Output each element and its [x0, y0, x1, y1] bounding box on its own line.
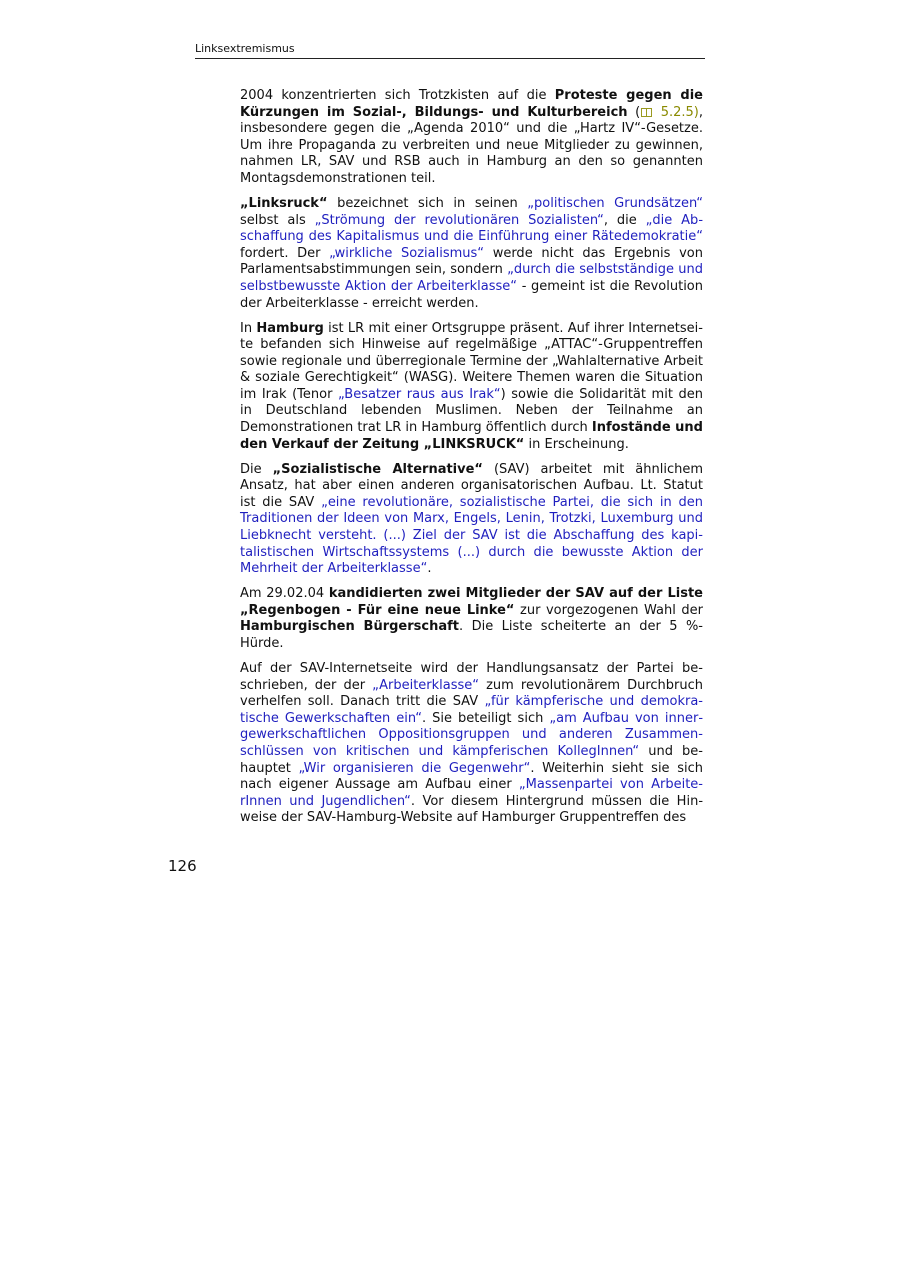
quote: „Wir organisieren die Gegenwehr“: [298, 760, 531, 776]
emphasis-kandidierten: kandidierten zwei Mitglieder der SAV auf der Liste „Regenbogen - Für eine neue Linke“: [240, 586, 703, 618]
quote: „die Abschaffung des Kapitalismus und die Einführung einer Rätedemokratie“: [240, 212, 704, 245]
paragraph-trotzkisten-proteste: 2004 konzentrierten sich Trotzkisten auf die Proteste gegen die Kürzungen im Sozial-, Bildungs- und Kulturbereich ( 5.2.5), insbesondere gegen die „Agenda 2010“ und die „Hartz IV“-Gesetze. Um ihre Propaganda zu verbreiten und neue Mitglieder zu gewinnen, nahmen LR, SAV und RSB auch in Hamburg an den so genannten Montagsdemonstrationen teil.: [240, 88, 703, 186]
running-header: [195, 42, 705, 59]
quote: „Massenpartei von ArbeiterInnen und Jugendlichen“: [240, 777, 703, 809]
emphasis-proteste: Proteste gegen die Kürzungen im Sozial-, Bildungs- und Kulturbereich: [240, 88, 703, 120]
quote: „am Aufbau von innergewerkschaftlichen Oppositionsgruppen und anderen Zusammenschlüssen von kritischen und kämpferischen KollegInnen“: [240, 710, 704, 759]
cross-reference[interactable]: 5.2.5): [640, 105, 699, 120]
page-number: 126: [168, 857, 197, 875]
quote: „wirkliche Sozialismus“: [329, 245, 485, 261]
quote: „für kämpferische und demokratische Gewerkschaften ein“: [240, 694, 703, 726]
paragraph-wahl: Am 29.02.04 kandidierten zwei Mitglieder der SAV auf der Liste „Regenbogen - Für eine neue Linke“ zur vorgezogenen Wahl der Hamburgischen Bürgerschaft. Die Liste scheiterte an der 5 %-Hürde.: [240, 586, 703, 651]
paragraph-linksruck: „Linksruck“ bezeichnet sich in seinen „politischen Grundsätzen“ selbst als „Strömung der revolutionären Sozialisten“, die „die Abschaffung des Kapitalismus und die Einführung einer Rätedemokratie“ fordert. Der „wirkliche Sozialismus“ werde nicht das Ergebnis von Parlamentsabstimmungen sein, sondern „durch die selbstständige und selbstbewusste Aktion der Arbeiterklasse“ - gemeint ist die Revolution der Arbeiterklasse - erreicht werden.: [240, 195, 704, 311]
emphasis-sav: „Sozialistische Alternative“: [272, 461, 483, 477]
quote: „Arbeiterklasse“: [372, 677, 480, 693]
emphasis-hamburg: Hamburg: [256, 320, 324, 336]
quote: „durch die selbstständige und selbstbewusste Aktion der Arbeiterklasse“: [240, 262, 703, 294]
running-title: Linksextremismus: [195, 42, 295, 55]
quote: „Strömung der revolutionären Sozialisten“: [314, 212, 604, 228]
paragraph-sav-internetseite: Auf der SAV-Internetseite wird der Handlungsansatz der Partei beschrieben, der der „Arbeiterklasse“ zum revolutionärem Durchbruch verhelfen soll. Danach tritt die SAV „für kämpferische und demokratische Gewerkschaften ein“. Sie beteiligt sich „am Aufbau von innergewerkschaftlichen Oppositionsgruppen und anderen Zusammenschlüssen von kritischen und kämpferischen KollegInnen“ und behauptet „Wir organisieren die Gegenwehr“. Weiterhin sieht sie sich nach eigener Aussage am Aufbau einer „Massenpartei von ArbeiterInnen und Jugendlichen“. Vor diesem Hintergrund müssen die Hinweise der SAV-Hamburg-Website auf Hamburger Gruppentreffen des: [240, 660, 704, 826]
book-icon: [641, 108, 652, 117]
paragraph-sav: Die „Sozialistische Alternative“ (SAV) arbeitet mit ähnlichem Ansatz, hat aber einen anderen organisatorischen Aufbau. Lt. Statut ist die SAV „eine revolutionäre, sozialistische Partei, die sich in den Traditionen der Ideen von Marx, Engels, Lenin, Trotzki, Luxemburg und Liebknecht versteht. (...) Ziel der SAV ist die Abschaffung des kapitalistischen Wirtschaftssystems (...) durch die bewusste Aktion der Mehrheit der Arbeiterklasse“.: [240, 461, 703, 577]
emphasis-buergerschaft: Hamburgischen Bürgerschaft: [240, 619, 459, 635]
quote: „politischen Grundsätzen“: [527, 195, 703, 211]
paragraph-hamburg-lr: In Hamburg ist LR mit einer Ortsgruppe präsent. Auf ihrer Internetseite befanden sich Hinweise auf regelmäßige „ATTAC“-Gruppentreffen sowie regionale und überregionale Termine der „Wahlalternative Arbeit & soziale Gerechtigkeit“ (WASG). Weitere Themen waren die Situation im Irak (Tenor „Besatzer raus aus Irak“) sowie die Solidarität mit den in Deutschland lebenden Muslimen. Neben der Teilnahme an Demonstrationen trat LR in Hamburg öffentlich durch Infostände und den Verkauf der Zeitung „LINKSRUCK“ in Erscheinung.: [240, 320, 703, 452]
quote: „Besatzer raus aus Irak“: [338, 386, 501, 402]
body-text: [240, 88, 703, 835]
quote: „eine revolutionäre, sozialistische Partei, die sich in den Traditionen der Ideen von Marx, Engels, Lenin, Trotzki, Luxemburg und Liebknecht versteht. (...) Ziel der SAV ist die Abschaffung des kapitalistischen Wirtschaftssystems (...) durch die bewusste Aktion der Mehrheit der Arbeiterklasse“: [240, 494, 703, 577]
emphasis-infostaende: Infostände und den Verkauf der Zeitung „LINKSRUCK“: [240, 420, 703, 452]
emphasis-linksruck: „Linksruck“: [240, 195, 328, 211]
